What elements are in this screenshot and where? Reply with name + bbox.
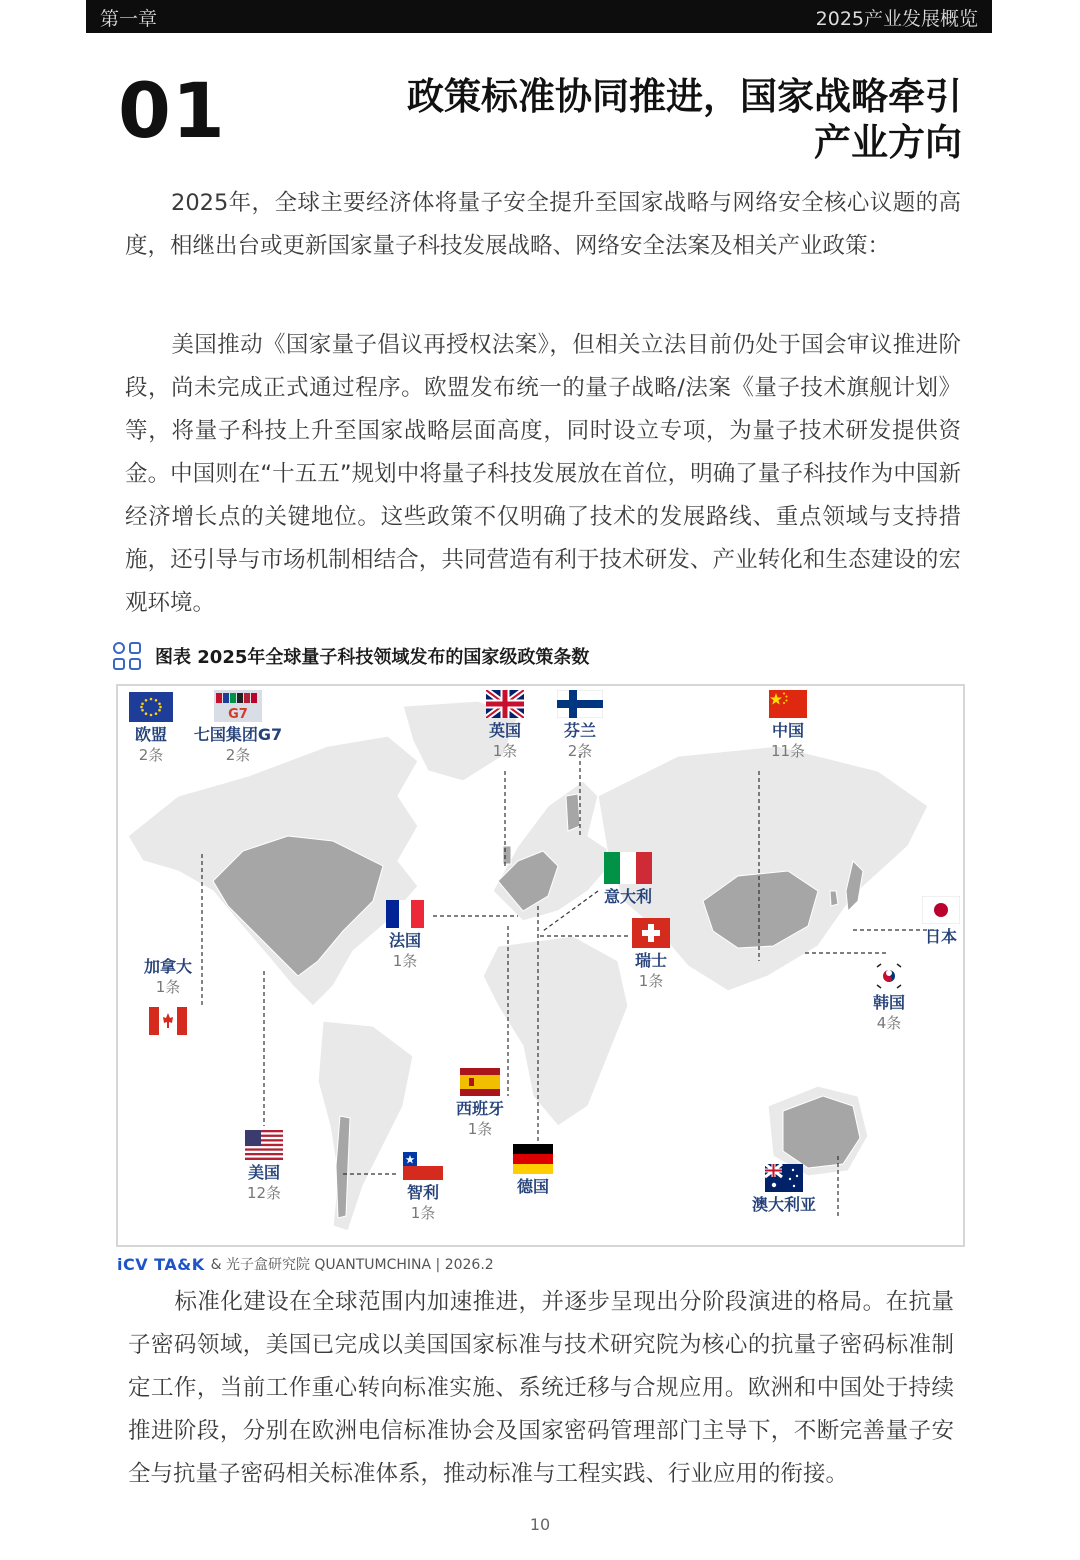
country-name: 德国 [516, 1177, 549, 1196]
policy-count: 2条 [225, 746, 251, 764]
country-spain [448, 1068, 512, 1139]
figure-source [117, 1254, 494, 1274]
paragraph-intro [125, 182, 961, 268]
policy-count: 1条 [392, 952, 418, 970]
uk-flag-icon [486, 690, 524, 718]
paragraph-standards [128, 1281, 954, 1496]
chile-flag-icon [403, 1152, 443, 1180]
highlight-korea [830, 891, 838, 906]
country-france [380, 900, 430, 971]
italy-flag-icon [604, 852, 652, 884]
source-text: & 光子盒研究院 QUANTUMCHINA | 2026.2 [210, 1257, 494, 1273]
policy-count: 12条 [246, 1184, 282, 1202]
france-flag-icon [386, 900, 424, 928]
svg-text:G7: G7 [228, 707, 248, 722]
world-map-figure [116, 684, 965, 1247]
policy-count: 1条 [155, 978, 181, 996]
section-number: 01 [118, 66, 226, 155]
country-chile [398, 1152, 448, 1223]
country-name: 芬兰 [563, 721, 596, 740]
chart-grid-icon [113, 642, 141, 670]
canada-flag-icon [149, 1007, 187, 1035]
country-name: 英国 [488, 721, 521, 740]
source-brand-logo: iCV TA&K [117, 1254, 205, 1274]
country-g7 [186, 690, 290, 765]
germany-flag-icon [513, 1144, 553, 1174]
country-korea [864, 962, 914, 1033]
paragraph-policies [125, 324, 961, 625]
country-eu [126, 692, 176, 765]
australia-flag-icon [765, 1164, 803, 1192]
usa-flag-icon [245, 1130, 283, 1160]
paragraph-standards-text: 标准化建设在全球范围内加速推进，并逐步呈现出分阶段演进的格局。在抗量子密码领域，美国已完成以美国国家标准与技术研究院为核心的抗量子密码标准制定工作，当前工作重心转向标准实施、系统迁移与合规应用。欧洲和中国处于持续推进阶段，分别在欧洲电信标准协会及国家密码管理部门主导下，不断完善量子安全与抗量子密码相关标准体系，推动标准与工程实践、行业应用的衔接。 [128, 1289, 954, 1487]
country-australia [742, 1164, 826, 1215]
country-italy [598, 852, 658, 907]
country-germany [508, 1144, 558, 1197]
paragraph-intro-text: 2025年，全球主要经济体将量子安全提升至国家战略与网络安全核心议题的高度，相继出台或更新国家量子科技发展战略、网络安全法案及相关产业政策： [125, 190, 961, 259]
country-name: 瑞士 [634, 951, 667, 970]
document-title: 2025产业发展概览 [815, 8, 978, 30]
country-name: 法国 [388, 931, 421, 950]
country-uk [480, 690, 530, 761]
section-title [322, 74, 962, 166]
country-name: 日本 [924, 927, 957, 946]
chapter-label: 第一章 [100, 8, 158, 30]
china-flag-icon [769, 690, 807, 718]
switzerland-flag-icon [632, 918, 670, 948]
policy-count: 2条 [138, 746, 164, 764]
japan-flag-icon [922, 896, 960, 924]
policy-count: 1条 [638, 972, 664, 990]
country-name: 加拿大 [143, 957, 192, 976]
figure-caption-text: 图表 2025年全球量子科技领域发布的国家级政策条数 [155, 647, 590, 668]
finland-flag-icon [557, 690, 603, 718]
highlight-finland [566, 794, 580, 831]
policy-count: 4条 [876, 1014, 902, 1032]
country-name: 意大利 [603, 887, 652, 906]
country-china [758, 690, 818, 761]
highlight-north-america [213, 836, 383, 976]
figure-caption [113, 640, 589, 672]
country-canada [140, 954, 196, 1035]
country-name: 美国 [247, 1163, 280, 1182]
highlight-uk [503, 846, 511, 864]
section-title-line1: 政策标准协同推进，国家战略牵引 [407, 75, 962, 118]
policy-count: 11条 [770, 742, 806, 760]
g7-flags-icon [214, 690, 262, 722]
policy-count: 1条 [410, 1204, 436, 1222]
header-bar [86, 0, 992, 33]
country-name: 西班牙 [455, 1099, 504, 1118]
country-name: 智利 [406, 1183, 439, 1202]
country-name: 韩国 [872, 993, 905, 1012]
country-name: 欧盟 [134, 725, 167, 744]
country-switzerland [626, 918, 676, 991]
country-finland [554, 690, 606, 761]
country-name: 七国集团G7 [193, 725, 283, 744]
country-name: 澳大利亚 [751, 1195, 816, 1214]
country-usa [238, 1130, 290, 1203]
page-number: 10 [529, 1515, 551, 1534]
section-title-line2: 产业方向 [814, 121, 962, 164]
eu-flag-icon [129, 692, 173, 722]
policy-count: 2条 [567, 742, 593, 760]
korea-flag-icon [872, 962, 906, 990]
spain-flag-icon [460, 1068, 500, 1096]
policy-count: 1条 [492, 742, 518, 760]
paragraph-policies-text: 美国推动《国家量子倡议再授权法案》，但相关立法目前仍处于国会审议推进阶段，尚未完成正式通过程序。欧盟发布统一的量子战略/法案《量子技术旗舰计划》等，将量子科技上升至国家战略层面高度，同时设立专项，为量子技术研发提供资金。中国则在“十五五”规划中将量子科技发展放在首位，明确了量子科技作为中国新经济增长点的关键地位。这些政策不仅明确了技术的发展路线、重点领域与支持措施，还引导与市场机制相结合，共同营造有利于技术研发、产业转化和生态建设的宏观环境。 [125, 332, 961, 616]
country-japan [918, 896, 964, 947]
country-name: 中国 [771, 721, 804, 740]
policy-count: 1条 [467, 1120, 493, 1138]
